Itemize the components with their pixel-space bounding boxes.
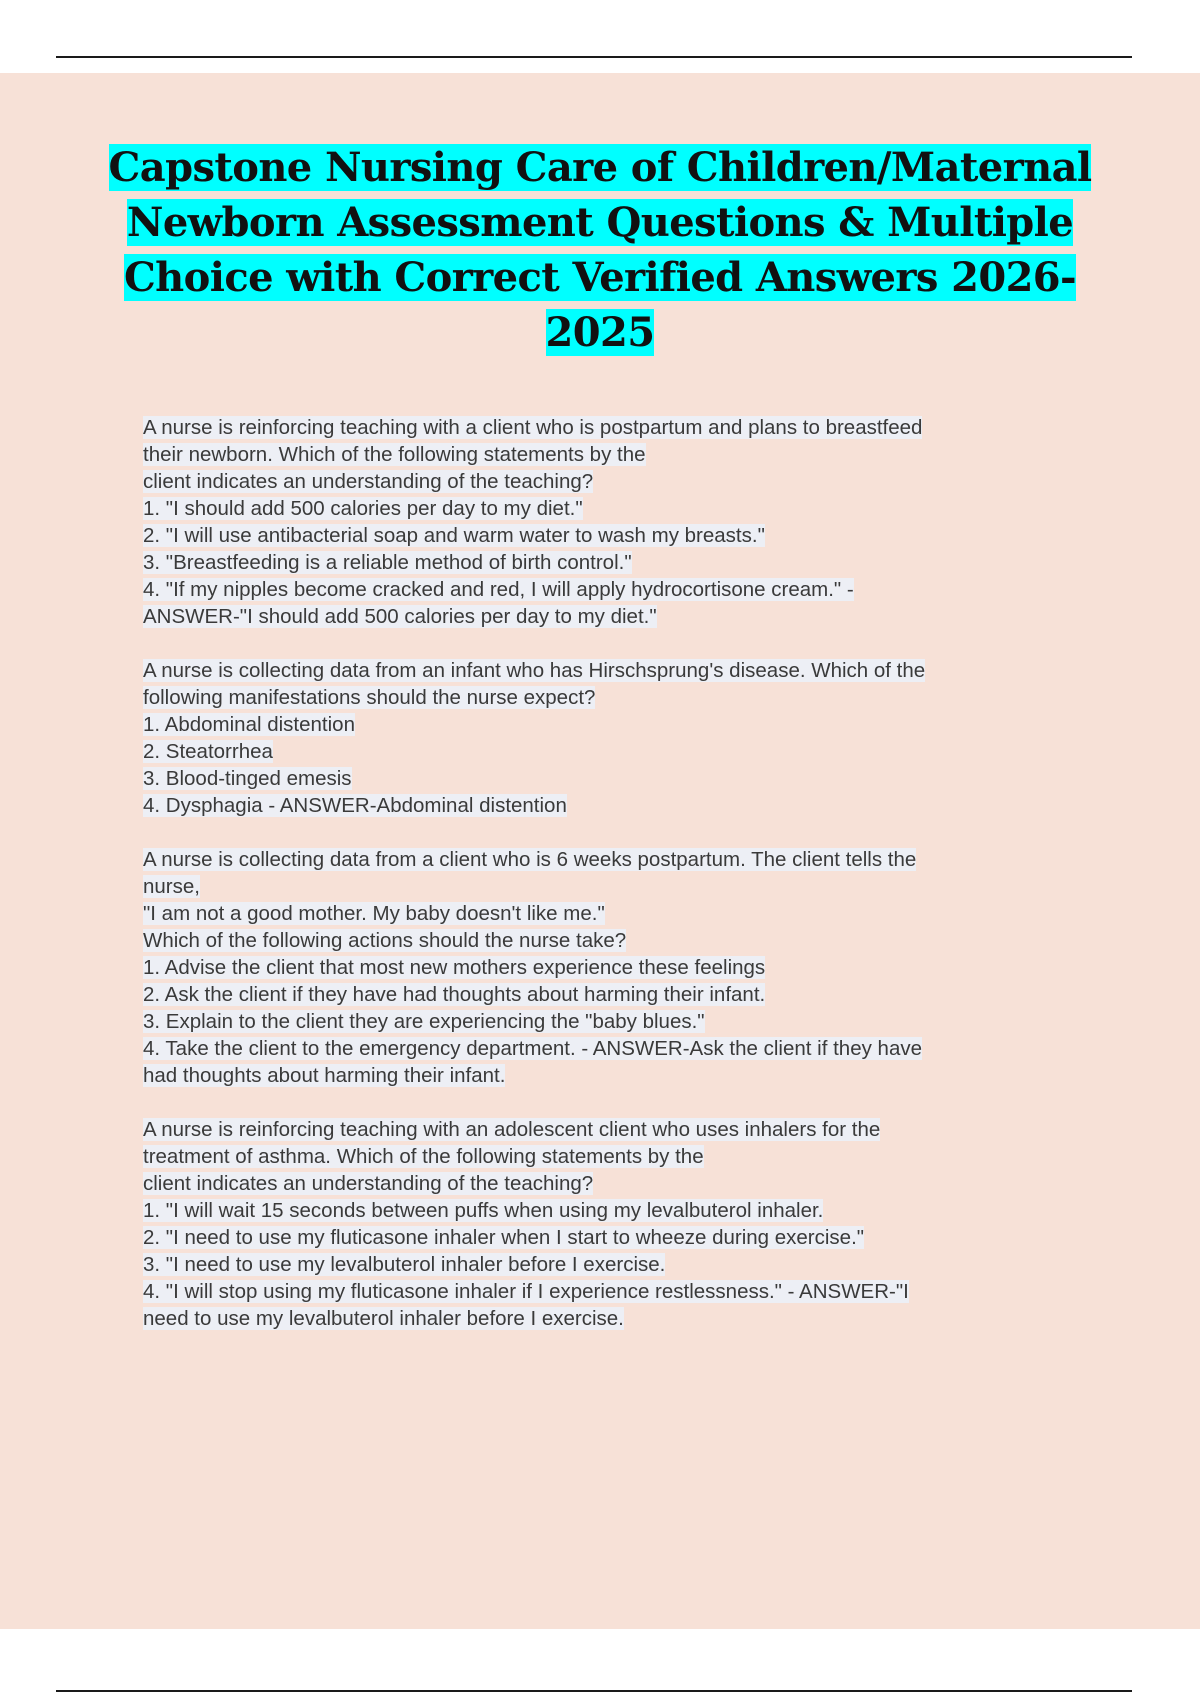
- answer-option: 1. Advise the client that most new mothers experience these feelings: [143, 956, 766, 979]
- answer-option: 3. Blood-tinged emesis: [143, 767, 352, 790]
- question-text: Which of the following actions should the nurse take?: [143, 929, 627, 952]
- title-block: [100, 140, 1100, 360]
- document-title: [100, 140, 1100, 360]
- question-text: their newborn. Which of the following statements by the: [143, 443, 646, 466]
- question-text: A nurse is reinforcing teaching with a client who is postpartum and plans to breastfeed: [143, 416, 923, 439]
- answer-option: 3. "Breastfeeding is a reliable method of birth control.": [143, 551, 632, 574]
- correct-answer: had thoughts about harming their infant.: [143, 1064, 506, 1087]
- answer-option: 2. "I will use antibacterial soap and warm water to wash my breasts.": [143, 524, 765, 547]
- answer-option: 1. "I will wait 15 seconds between puffs when using my levalbuterol inhaler.: [143, 1199, 824, 1222]
- title-line: 2025: [545, 309, 655, 356]
- correct-answer: need to use my levalbuterol inhaler before I exercise.: [143, 1307, 624, 1330]
- question-block: [143, 1116, 1063, 1332]
- answer-option: 4. "If my nipples become cracked and red, I will apply hydrocortisone cream." -: [143, 578, 854, 601]
- questions-list: [143, 414, 1063, 1359]
- question-text: A nurse is collecting data from an infant who has Hirschsprung's disease. Which of the: [143, 659, 926, 682]
- answer-option: 2. "I need to use my fluticasone inhaler when I start to wheeze during exercise.": [143, 1226, 865, 1249]
- title-line: Capstone Nursing Care of Children/Maternal: [108, 144, 1092, 191]
- question-text: A nurse is collecting data from a client who is 6 weeks postpartum. The client tells the: [143, 848, 917, 871]
- answer-option: 3. Explain to the client they are experiencing the "baby blues.": [143, 1010, 705, 1033]
- correct-answer: ANSWER-"I should add 500 calories per day to my diet.": [143, 605, 657, 628]
- question-block: [143, 846, 1063, 1089]
- question-text: A nurse is reinforcing teaching with an adolescent client who uses inhalers for the: [143, 1118, 881, 1141]
- question-text: "I am not a good mother. My baby doesn't like me.": [143, 902, 605, 925]
- top-rule: [56, 56, 1132, 58]
- question-block: [143, 414, 1063, 630]
- question-text: client indicates an understanding of the teaching?: [143, 1172, 594, 1195]
- question-text: client indicates an understanding of the teaching?: [143, 470, 594, 493]
- correct-answer: 4. Dysphagia - ANSWER-Abdominal distention: [143, 794, 567, 817]
- answer-option: 2. Ask the client if they have had thoughts about harming their infant.: [143, 983, 766, 1006]
- answer-option: 1. Abdominal distention: [143, 713, 355, 736]
- answer-option: 3. "I need to use my levalbuterol inhaler before I exercise.: [143, 1253, 666, 1276]
- answer-option: 2. Steatorrhea: [143, 740, 273, 763]
- bottom-rule: [56, 1690, 1132, 1692]
- question-text: following manifestations should the nurse expect?: [143, 686, 596, 709]
- answer-option: 1. "I should add 500 calories per day to my diet.": [143, 497, 583, 520]
- title-line: Newborn Assessment Questions & Multiple: [126, 199, 1074, 246]
- answer-option: 4. "I will stop using my fluticasone inhaler if I experience restlessness." - ANSWER-"I: [143, 1280, 909, 1303]
- title-line: Choice with Correct Verified Answers 2026-: [123, 254, 1077, 301]
- question-block: [143, 657, 1063, 819]
- answer-option: 4. Take the client to the emergency department. - ANSWER-Ask the client if they have: [143, 1037, 922, 1060]
- question-text: nurse,: [143, 875, 200, 898]
- question-text: treatment of asthma. Which of the following statements by the: [143, 1145, 704, 1168]
